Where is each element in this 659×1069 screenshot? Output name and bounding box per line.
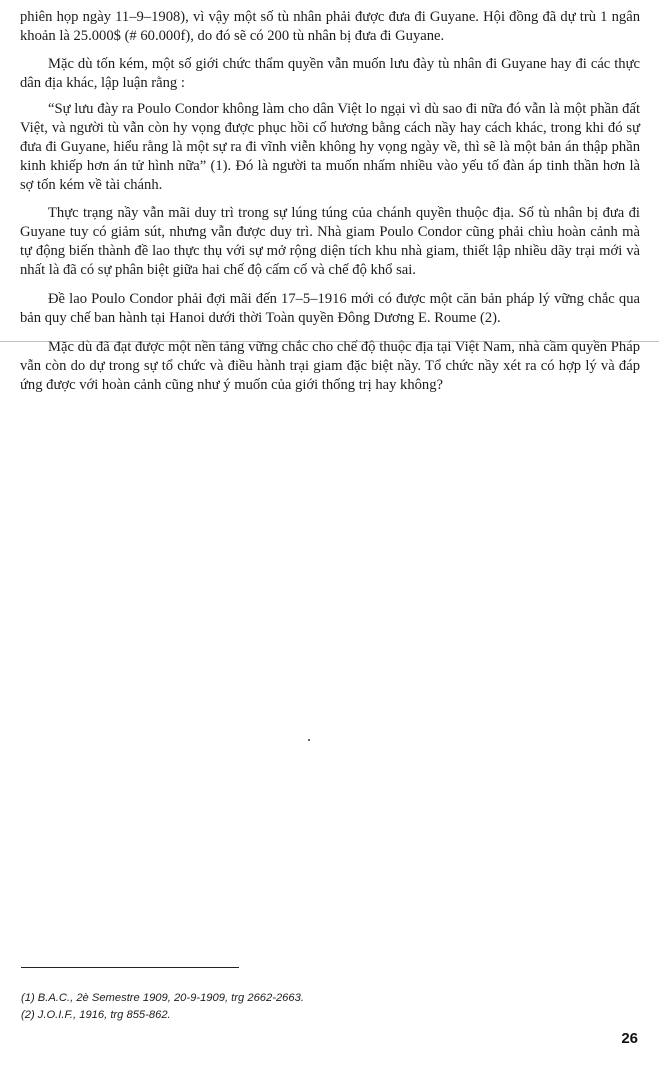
paragraph-conclusion: Mặc dù đã đạt được một nền tảng vững chắc cho chế độ thuộc địa tại Việt Nam, nhà cầm quyền Pháp vẫn còn do dự trong sự tổ chức và điều hành trại giam đặc biệt nầy. Tổ chức nầy xét ra có hợp lý và đáp ứng được với hoàn cảnh cũng như ý muốn của giới thống trị hay không? bbox=[20, 339, 640, 393]
scan-artifact-line bbox=[0, 341, 659, 342]
paragraph-quotation: “Sự lưu đày ra Poulo Condor không làm cho dân Việt lo ngại vì dù sao đi nữa đó vẫn là một phần đất Việt, và người tù vẫn còn hy vọng được phục hồi cố hương bằng cách nầy hay cách khác, trong khi đó sự đưa đi Guyane, hiểu rằng là một sự ra đi vĩnh viễn không hy vọng ngày về, thì sẽ là một bản án thập phần kinh khiếp hơn án tử hình nữa” (1). Đó là người ta muốn nhấm nhiều vào yếu tố đàn áp tinh thần hơn là sợ tốn kém về tài chánh. bbox=[20, 101, 640, 193]
page-body bbox=[20, 8, 640, 395]
paragraph-cost-argument: Mặc dù tốn kém, một số giới chức thẩm quyền vẫn muốn lưu đày tù nhân đi Guyane hay đi các thực dân địa khác, lập luận rằng : bbox=[20, 56, 640, 91]
footnote-2: (2) J.O.I.F., 1916, trg 855-862. bbox=[21, 1009, 171, 1021]
footnote-1: (1) B.A.C., 2è Semestre 1909, 20-9-1909, trg 2662-2663. bbox=[21, 992, 304, 1004]
footnote-divider bbox=[21, 967, 239, 968]
paragraph-legal-basis: Đề lao Poulo Condor phải đợi mãi đến 17–5–1916 mới có được một căn bản pháp lý vững chắc qua bản quy chế ban hành tại Hanoi dưới thời Toàn quyền Đông Dương E. Roume (2). bbox=[20, 291, 640, 326]
paragraph-continuation: phiên họp ngày 11–9–1908), vì vậy một số tù nhân phải được đưa đi Guyane. Hội đồng đã dự trù 1 ngân khoản là 25.000$ (# 60.000f), do đó sẽ có 200 tù nhân bị đưa đi Guyane. bbox=[20, 9, 640, 44]
paragraph-situation: Thực trạng nầy vẫn mãi duy trì trong sự lúng túng của chánh quyền thuộc địa. Số tù nhân bị đưa đi Guyane tuy có giảm sút, nhưng vẫn được duy trì. Nhà giam Poulo Condor cũng phải chìu hoàn cảnh mà tự động biến thành đề lao thực thụ với sự mở rộng diện tích khu nhà giam, thiết lập nhiều dãy trại mới và nhất là đã có sự phân biệt giữa hai chế độ cấm cố và chế độ khổ sai. bbox=[20, 205, 640, 278]
scan-speck bbox=[308, 739, 310, 741]
page-number: 26 bbox=[621, 1030, 638, 1047]
footnotes bbox=[21, 990, 581, 1024]
